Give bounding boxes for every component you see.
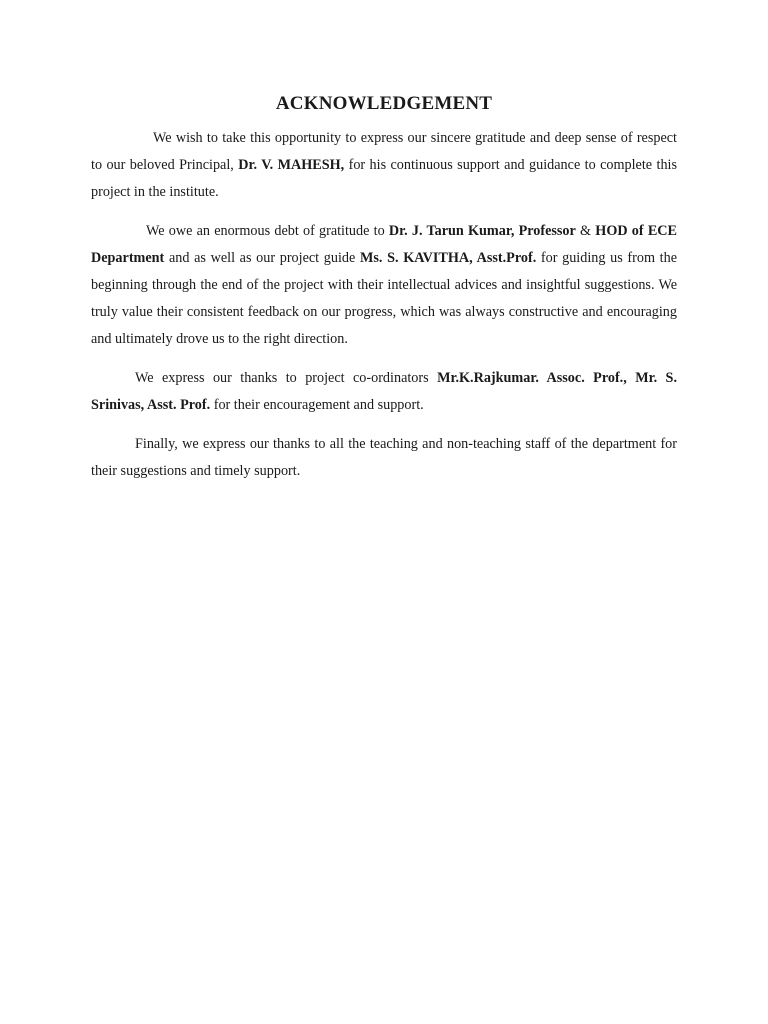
hod-department: HOD of ECE Department	[91, 223, 677, 266]
text-segment: We wish to take this opportunity to express our sincere gratitude and deep sense of respect to our beloved Principal,	[91, 130, 677, 173]
text-segment: for their encouragement and support.	[210, 397, 424, 413]
text-segment: Finally, we express our thanks to all the teaching and non-teaching staff of the department for their suggestions and timely support.	[91, 436, 677, 479]
page-title: ACKNOWLEDGEMENT	[275, 93, 493, 114]
hod-name: Dr. J. Tarun Kumar, Professor	[388, 223, 576, 239]
document-body	[91, 125, 677, 497]
text-segment: &	[575, 223, 596, 239]
principal-name: Dr. V. MAHESH,	[238, 157, 345, 173]
text-segment: for his continuous support and guidance to complete this project in the institute.	[91, 157, 677, 200]
paragraph-coordinators	[91, 365, 677, 419]
paragraph-staff	[91, 431, 677, 485]
paragraph-hod-guide	[91, 218, 677, 353]
text-segment: We owe an enormous debt of gratitude to	[146, 223, 389, 239]
paragraph-principal	[91, 125, 677, 206]
text-segment: We express our thanks to project co-ordinators	[135, 370, 438, 386]
coordinator-names: Mr.K.Rajkumar. Assoc. Prof., Mr. S. Srinivas, Asst. Prof.	[91, 370, 677, 413]
text-segment: for guiding us from the beginning through the end of the project with their intellectual advices and insightful suggestions. We truly value their consistent feedback on our progress, which was always constructive and encouraging and ultimately drove us to the right direction.	[91, 250, 678, 347]
guide-name: Ms. S. KAVITHA, Asst.Prof.	[359, 250, 537, 266]
text-segment: and as well as our project guide	[164, 250, 360, 266]
